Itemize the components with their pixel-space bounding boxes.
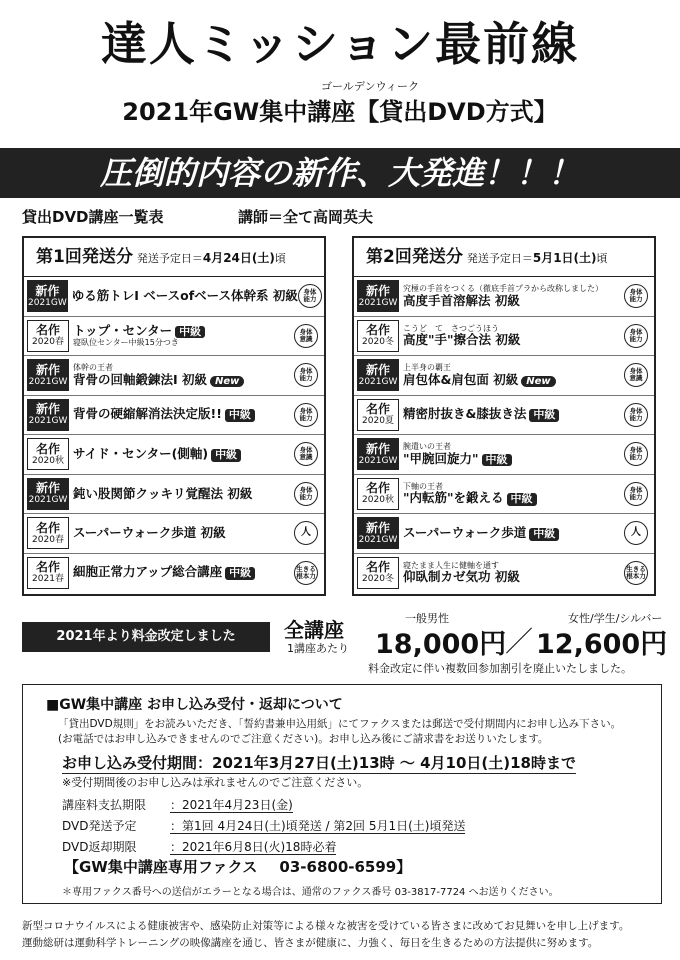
category-seal: 身体 能力 [294, 482, 318, 506]
badge-kind: 新作 [35, 362, 60, 377]
category-seal: 人 [294, 521, 318, 545]
classic-work-badge [357, 557, 399, 589]
course-row [24, 435, 324, 475]
new-badge: New [521, 376, 555, 388]
course-row [24, 277, 324, 317]
course-text [73, 324, 294, 348]
level-badge: 中級 [175, 326, 205, 339]
course-name [403, 570, 624, 584]
course-title: 鈍い股関節クッキリ覚醒法 初級 [73, 485, 253, 501]
course-title: 精密肘抜き&膝抜き法 [403, 406, 527, 422]
badge-kind: 名作 [365, 560, 390, 575]
level-badge: 中級 [507, 493, 537, 506]
course-row [24, 317, 324, 357]
course-row [354, 554, 654, 593]
general-price: 18,000円 [375, 629, 507, 660]
course-row [24, 396, 324, 436]
classic-work-badge [27, 438, 69, 470]
badge-kind: 名作 [35, 520, 60, 535]
course-row [24, 356, 324, 396]
course-name [72, 289, 298, 303]
course-name [73, 487, 294, 501]
course-name [403, 373, 624, 388]
page-subtitle: 2021年GW集中講座【貸出DVD方式】 [122, 98, 558, 126]
course-caption: 下軸の王者 [403, 481, 443, 491]
ship-date-suffix: 頃 [596, 252, 608, 265]
badge-kind: 新作 [35, 481, 60, 496]
category-seal: 身体 能力 [624, 284, 648, 308]
ship-date: 4月24日(土) [202, 251, 275, 265]
level-badge: 中級 [482, 454, 512, 467]
category-seal: 身体 能力 [294, 403, 318, 427]
course-title: 背骨の硬縮解消法決定版!! [73, 406, 222, 422]
course-name [403, 526, 624, 541]
badge-kind: 名作 [35, 441, 60, 456]
course-row [354, 277, 654, 317]
badge-kind: 新作 [35, 402, 60, 417]
payment-deadline-value: ：2021年4月23日(金) [170, 798, 293, 812]
new-work-badge [357, 517, 399, 549]
course-caption: 寝たまま人生に健軸を通す [403, 560, 499, 570]
footer-line-1: 新型コロナウイルスによる健康被害や、感染防止対策等による様々な被害を受けている皆さまに改めてお見舞いを申し上げます。 [22, 920, 630, 932]
course-row [354, 356, 654, 396]
badge-year: 2021GW [28, 297, 67, 308]
course-title: 高度手首溶解法 初級 [403, 292, 520, 308]
course-title: 細胞正常力アップ総合講座 [73, 564, 223, 580]
course-name [73, 407, 294, 422]
badge-year: 2020冬 [362, 337, 394, 348]
course-name [73, 526, 294, 540]
course-title: 背骨の回軸鍛錬法Ⅰ 初級 [73, 371, 208, 387]
application-instructions-2: (お電話ではお申し込みできませんのでご注意ください)。お申し込み後にご請求書をお送りいたします。 [58, 733, 549, 745]
course-text [72, 289, 298, 303]
shipping-schedule-label: DVD発送予定 [62, 819, 137, 833]
page-title: 達人ミッション最前線 [100, 17, 580, 71]
classic-work-badge [27, 517, 69, 549]
ship-date-suffix: 頃 [274, 252, 286, 265]
category-seal: 生きる 根本力 [624, 561, 648, 585]
course-title: 肩包体&肩包面 初級 [403, 371, 519, 387]
course-title: ゆる筋トレⅠ ベースofベース体幹系 初級 [71, 288, 298, 304]
badge-kind: 名作 [35, 323, 60, 338]
category-seal: 身体 能力 [624, 324, 648, 348]
level-badge: 中級 [529, 409, 559, 422]
course-text [73, 407, 294, 422]
new-badge: New [210, 376, 244, 388]
badge-kind: 名作 [365, 323, 390, 338]
course-text [403, 482, 624, 506]
category-seal: 身体 意識 [624, 363, 648, 387]
badge-kind: 新作 [35, 283, 60, 298]
course-text [73, 447, 294, 462]
course-title: スーパーウォーク歩道 [403, 524, 527, 540]
course-text [403, 407, 624, 422]
course-name [403, 407, 624, 422]
course-text [403, 363, 624, 387]
ship-date: 5月1日(土) [532, 251, 597, 265]
application-instructions: 「貸出DVD規則」をお読みいただき、「誓約書兼申込用紙」にてファクスまたは郵送で受付期間内にお申し込み下さい。 [58, 718, 622, 730]
category-seal: 身体 能力 [624, 482, 648, 506]
classic-work-badge [357, 399, 399, 431]
course-caption: 体幹の王者 [73, 363, 113, 373]
new-work-badge [27, 478, 69, 510]
category-seal: 身体 能力 [298, 284, 322, 308]
new-work-badge [357, 280, 399, 312]
ship-date-label: 発送予定日＝ [136, 252, 203, 265]
badge-year: 2020夏 [362, 416, 394, 427]
course-text [403, 442, 624, 466]
classic-work-badge [357, 478, 399, 510]
badge-year: 2020秋 [362, 495, 394, 506]
course-caption: 上半身の覇王 [403, 363, 451, 373]
discount-price-label: 女性/学生/シルバー [568, 612, 663, 625]
badge-year: 2021春 [32, 574, 64, 585]
course-title: トップ・センター [73, 322, 173, 338]
course-text [403, 284, 624, 308]
discount-price: 12,600円 [536, 629, 668, 660]
return-deadline-value: ：2021年6月8日(火)18時必着 [170, 840, 337, 854]
payment-deadline [62, 796, 293, 813]
shipping-schedule-value: ：第1回 4月24日(土)頃発送 / 第2回 5月1日(土)頃発送 [170, 819, 466, 833]
course-name [73, 373, 294, 388]
price-revision-bar: 2021年より料金改定しました [22, 622, 270, 652]
badge-kind: 名作 [365, 402, 390, 417]
category-seal: 身体 能力 [294, 363, 318, 387]
per-course-label: 1講座あたり [287, 642, 349, 655]
course-name [403, 333, 624, 347]
badge-year: 2021GW [28, 495, 68, 506]
course-caption: 腕遣いの王者 [403, 442, 451, 452]
course-text [73, 526, 294, 540]
course-row [354, 396, 654, 436]
course-list-title: 貸出DVD講座一覧表 [22, 208, 164, 226]
panel-heading-text: 第1回発送分 [36, 247, 133, 267]
badge-year: 2020春 [32, 534, 64, 545]
badge-kind: 新作 [365, 441, 390, 456]
headline-banner: 圧倒的内容の新作、大発進！！！ [0, 148, 680, 198]
level-badge: 中級 [225, 567, 255, 580]
badge-year: 2021GW [358, 534, 398, 545]
course-row [354, 475, 654, 515]
course-subtitle: 寝臥位センター中級15分つき [73, 338, 179, 348]
course-text [403, 324, 624, 348]
application-period: お申し込み受付期間：2021年3月27日(土)13時 ～ 4月10日(土)18時まで [62, 754, 576, 772]
fax-label: 【GW集中講座専用ファクス [64, 858, 258, 876]
badge-year: 2020冬 [362, 574, 394, 585]
new-work-badge [27, 280, 68, 312]
period-note: ※受付期間後のお申し込みは承れませんのでご注意ください。 [62, 776, 369, 789]
badge-kind: 新作 [365, 520, 390, 535]
panel-heading-text: 第2回発送分 [366, 247, 463, 267]
badge-kind: 新作 [365, 283, 390, 298]
badge-kind: 名作 [365, 481, 390, 496]
panel-heading [24, 238, 324, 277]
badge-year: 2020秋 [32, 455, 64, 466]
course-title: "内転筋"を鍛える [403, 490, 504, 506]
course-name [403, 294, 624, 308]
category-seal: 身体 意識 [294, 442, 318, 466]
panel-heading [354, 238, 654, 277]
new-work-badge [357, 359, 399, 391]
category-seal: 生きる 根本力 [294, 561, 318, 585]
classic-work-badge [27, 320, 69, 352]
course-name [73, 447, 294, 462]
course-row [354, 514, 654, 554]
course-text [73, 363, 294, 387]
badge-year: 2021GW [358, 455, 398, 466]
course-row [24, 554, 324, 593]
gw-ruby: ゴールデンウィーク [321, 80, 419, 93]
level-badge: 中級 [529, 528, 559, 541]
ship-date-label: 発送予定日＝ [466, 252, 533, 265]
return-deadline-label: DVD返却期限 [62, 840, 137, 854]
fax-line [64, 856, 411, 877]
course-name [403, 452, 624, 467]
return-deadline [62, 838, 336, 855]
badge-year: 2021GW [28, 376, 68, 387]
course-title: スーパーウォーク歩道 初級 [73, 525, 226, 541]
badge-kind: 新作 [365, 362, 390, 377]
all-courses-label: 全講座 [284, 618, 344, 642]
course-title: 仰臥制カゼ気功 初級 [403, 569, 520, 585]
course-name [73, 324, 294, 339]
fax-number: 03-6800-6599】 [279, 858, 412, 876]
category-seal: 身体 能力 [624, 442, 648, 466]
price-note: 料金改定に伴い複数回参加割引を廃止いたしました。 [368, 662, 632, 675]
course-caption: こうど て さつごうほう [403, 323, 499, 333]
badge-year: 2020春 [32, 337, 64, 348]
price-divider: ／ [505, 625, 534, 658]
course-row [24, 475, 324, 515]
badge-year: 2021GW [358, 376, 398, 387]
category-seal: 身体 能力 [624, 403, 648, 427]
course-text [403, 561, 624, 585]
course-title: サイド・センター(側軸) [73, 445, 209, 461]
category-seal: 身体 意識 [294, 324, 318, 348]
fax-note: ＊専用ファクス番号への送信がエラーとなる場合は、通常のファクス番号 03-3817-7724 へお送りください。 [62, 887, 559, 898]
classic-work-badge [27, 557, 69, 589]
course-name [73, 565, 294, 580]
badge-year: 2021GW [28, 416, 68, 427]
course-row [24, 514, 324, 554]
course-text [73, 565, 294, 580]
shipment-panel-2 [352, 236, 656, 596]
course-title: "甲腕回旋力" [403, 450, 479, 466]
course-text [403, 526, 624, 541]
new-work-badge [27, 359, 69, 391]
shipment-panel-1 [22, 236, 326, 596]
course-title: 高度"手"擦合法 初級 [403, 332, 521, 348]
classic-work-badge [357, 320, 399, 352]
course-row [354, 435, 654, 475]
badge-kind: 名作 [35, 560, 60, 575]
course-name [403, 491, 624, 506]
general-price-label: 一般男性 [405, 612, 449, 625]
level-badge: 中級 [211, 449, 241, 462]
lecturer-label: 講師＝全て高岡英夫 [238, 208, 374, 226]
payment-deadline-label: 講座料支払期限 [62, 798, 147, 812]
level-badge: 中級 [225, 409, 255, 422]
footer-line-2: 運動総研は運動科学トレーニングの映像講座を通じ、皆さまが健康に、力強く、毎日を生きるための方法提供に努めます。 [22, 937, 599, 949]
new-work-badge [27, 399, 69, 431]
course-caption: 究極の手首をつくる（徹底手首プラから改称しました） [403, 284, 603, 294]
course-text [73, 487, 294, 501]
shipping-schedule [62, 817, 465, 834]
new-work-badge [357, 438, 399, 470]
badge-year: 2021GW [358, 297, 398, 308]
category-seal: 人 [624, 521, 648, 545]
course-row [354, 317, 654, 357]
application-heading: ■GW集中講座 お申し込み受付・返却について [46, 697, 343, 713]
